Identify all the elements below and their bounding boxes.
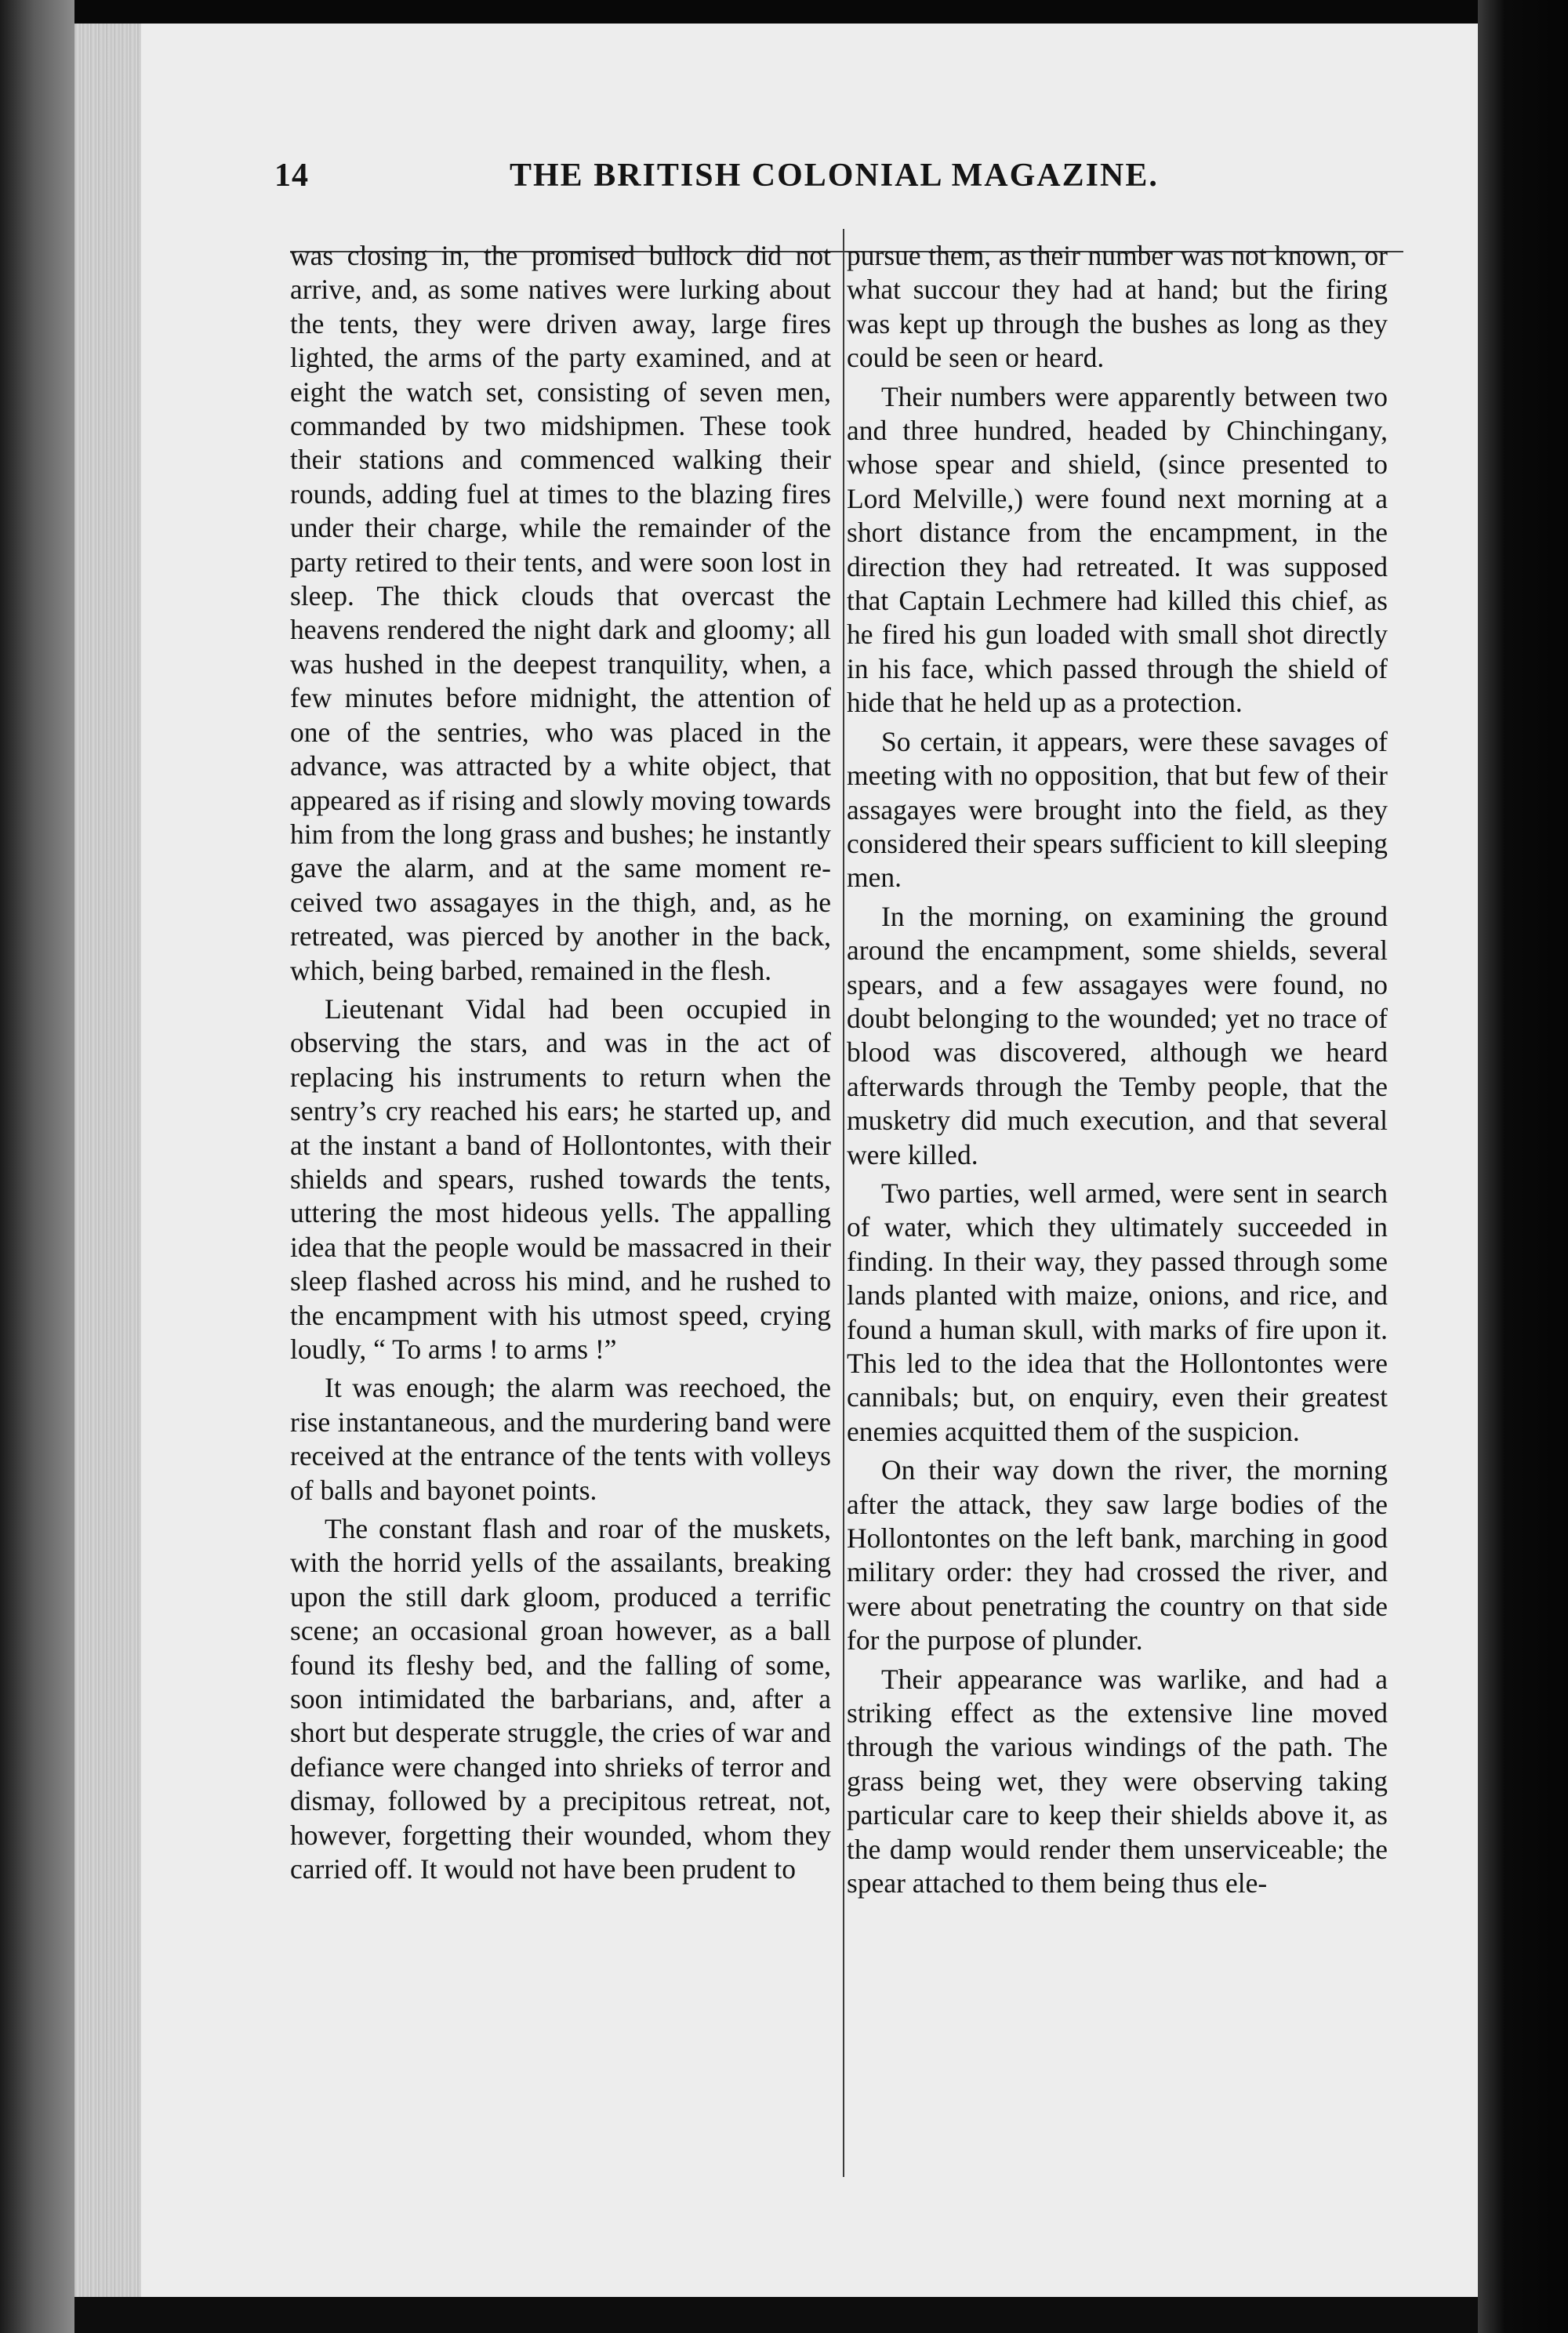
paragraph: On their way down the river, the morning after the attack, they saw large bodies of the Hollontontes on the left bank, marching in good military order: they had crossed the river, and were about penetrating the country on that side for the purpose of plunder. — [847, 1454, 1388, 1656]
column-divider — [843, 229, 844, 2177]
page-number: 14 — [274, 158, 309, 194]
scan-right-edge — [1478, 0, 1568, 2333]
scan-left-edge — [0, 0, 74, 2333]
running-head — [274, 157, 1450, 212]
right-column — [847, 239, 1388, 1906]
paragraph: Their numbers were apparently between two and three hundred, headed by Chinchingany, whose spear and shield, (since presented to Lord Melville,) were found next morning at a short distance from the encampment, in the direction they had retreated. It was supposed that Captain Lechmere had killed this chief, as he fired his gun loaded with small shot directly in his face, which passed through the shield of hide that he held up as a protection. — [847, 380, 1388, 719]
left-column — [290, 239, 831, 1892]
paragraph: It was enough; the alarm was reechoed, the rise instantaneous, and the murdering band were received at the entrance of the tents with volleys of balls and bayonet points. — [290, 1372, 831, 1506]
paragraph: Two parties, well armed, were sent in search of water, which they ultimately succeeded in finding. In their way, they passed through some lands planted with maize, onions, and rice, and found a human skull, with marks of fire upon it. This led to the idea that the Hollontontes were cannibals; but, on enquiry, even their greatest enemies acquitted them of the suspicion. — [847, 1177, 1388, 1447]
paragraph: was closing in, the promised bullock did not arrive, and, as some natives were lurking about the tents, they were driven away, large fires lighted, the arms of the party examined, and at eight the watch set, consisting of seven men, commanded by two midshipmen. These took their stations and commenced walking their rounds, adding fuel at times to the blazing fires under their charge, while the remainder of the party retired to their tents, and were soon lost in sleep. The thick clouds that overcast the heavens rendered the night dark and gloomy; all was hushed in the deepest tranquility, when, a few minutes before midnight, the attention of one of the sentries, who was placed in the advance, was attracted by a white object, that appeared as if rising and slowly moving towards him from the long grass and bushes; he instantly gave the alarm, and at the same moment received two assagayes in the thigh, and, as he retreated, was pierced by another in the back, which, being barbed, remained in the flesh. — [290, 240, 831, 986]
paragraph: The constant flash and roar of the muskets, with the horrid yells of the assailants, breaking upon the still dark gloom, produced a terrific scene; an occasional groan however, as a ball found its fleshy bed, and the falling of some, soon intimidated the barbarians, and, after a short but desperate struggle, the cries of war and defiance were changed into shrieks of terror and dismay, followed by a precipitous retreat, not, however, forgetting their wounded, whom they carried off. It would not have been prudent to — [290, 1513, 831, 1885]
paragraph: Lieutenant Vidal had been occupied in observing the stars, and was in the act of replacing his instruments to return when the sentry’s cry reached his ears; he started up, and at the instant a band of Hollontontes, with their shields and spears, rushed towards the tents, uttering the most hideous yells. The appalling idea that the people would be massacred in their sleep flashed across his mind, and he rushed to the encampment with his utmost speed, crying loudly, “ To arms ! to arms !” — [290, 992, 831, 1365]
paragraph: In the morning, on examining the ground around the encampment, some shields, several spears, and a few assagayes were found, no doubt belonging to the wounded; yet no trace of blood was discovered, although we heard afterwards through the Temby people, that the musketry did much execution, and that several were killed. — [847, 900, 1388, 1170]
magazine-title: THE BRITISH COLONIAL MAGAZINE. — [510, 158, 1159, 194]
paragraph: So certain, it appears, were these savages of meeting with no opposition, that but few of their assagayes were brought into the field, as they considered their spears sufficient to kill sleeping men. — [847, 725, 1388, 894]
paragraph: Their appearance was warlike, and had a striking effect as the extensive line moved through the various windings of the path. The grass being wet, they were observing taking particular care to keep their shields above it, as the damp would render them unserviceable; the spear attached to them being thus ele- — [847, 1663, 1388, 1899]
page-binding-edge — [74, 24, 141, 2297]
paragraph: pursue them, as their number was not known, or what succour they had at hand; but the firing was kept up through the bushes as long as they could be seen or heard. — [847, 240, 1388, 374]
scan-border-top — [0, 0, 1568, 24]
document-page — [141, 24, 1478, 2297]
